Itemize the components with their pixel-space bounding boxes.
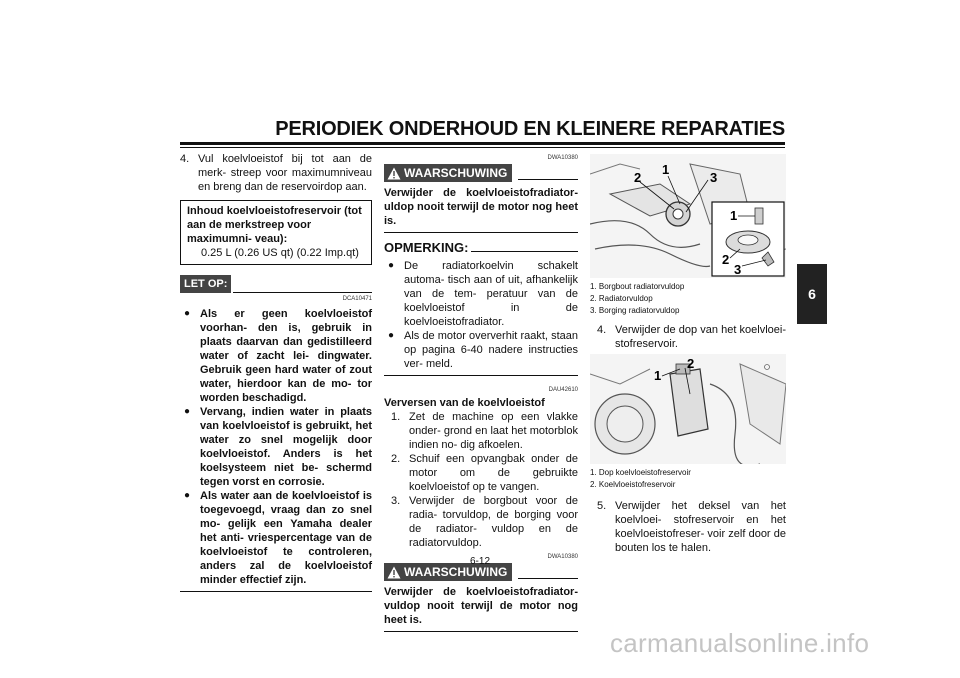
caution-end-rule (180, 591, 372, 592)
step-text: Zet de machine op een vlakke onder- grond en laat het motorblok indien no- dig afkoelen. (409, 411, 578, 451)
figure2-captions (590, 467, 786, 491)
step-5-remove-reservoir (590, 499, 786, 555)
callout-label: 2 (722, 252, 730, 267)
warning-end-rule (384, 232, 578, 233)
step-4-remove-cap (590, 323, 786, 351)
callout-label: 2 (687, 356, 695, 371)
step-number: 5. (597, 500, 607, 512)
step-number: 3. (391, 495, 401, 507)
figure-caption: 1. Borgbout radiatorvuldop (590, 282, 685, 291)
warning-label-text: WAARSCHUWING (404, 166, 508, 180)
callout-label: 3 (734, 262, 742, 277)
warning-triangle-icon (387, 566, 401, 579)
callout-label: 1 (662, 162, 670, 177)
step-1 (391, 410, 578, 452)
note-rule (471, 251, 579, 252)
step-number: 1. (391, 411, 401, 423)
callout-label: 3 (710, 170, 718, 185)
section-title: Verversen van de koelvloeistof (384, 397, 545, 409)
bullet-icon: ● (388, 330, 395, 341)
step-2 (391, 452, 578, 494)
figure-caption: 1. Dop koelvloeistofreservoir (590, 468, 691, 477)
note-label: OPMERKING: (384, 240, 469, 255)
step-number: 4. (597, 324, 607, 336)
header-rule-thin (180, 147, 785, 148)
list-item (388, 329, 578, 371)
chapter-tab[interactable] (797, 264, 827, 324)
chapter-tab-label: 6 (808, 286, 816, 302)
note-bullets (384, 259, 578, 371)
list-item (184, 307, 372, 405)
caution-bullets (180, 307, 372, 587)
warning-text: Verwijder de koelvloeistofradiator- vuldop nooit terwijl de motor nog heet is. (384, 586, 578, 626)
step-number: 4. (180, 153, 190, 165)
bullet-text: De radiatorkoelvin schakelt automa- tisch aan of uit, afhankelijk van de tem- peratuur van de koelvloeistof in de koelvloeistofradiator. (404, 260, 578, 328)
step-text: Schuif een opvangbak onder de motor om de gebruikte koelvloeistof op te vangen. (409, 453, 578, 493)
figure1-captions (590, 281, 786, 317)
figure-caption: 2. Radiatorvuldop (590, 294, 653, 303)
bullet-icon: ● (184, 308, 191, 319)
caution-rule (233, 292, 372, 293)
left-column (180, 152, 372, 592)
right-column (590, 152, 786, 555)
watermark: carmanualsonline.info (610, 628, 870, 658)
figure-caption: 3. Borging radiatorvuldop (590, 306, 680, 315)
bullet-icon: ● (184, 490, 191, 501)
step-text: Vul koelvloeistof bij tot aan de merk- streep voor maximumniveau en breng dan de reservoirdop aan. (198, 153, 372, 193)
warning-text: Verwijder de koelvloeistofradiator- uldop nooit terwijl de motor nog heet is. (384, 187, 578, 227)
warning-code: DWA10380 (547, 554, 578, 560)
reservoir-illustration (590, 354, 786, 464)
callout-label: 2 (634, 170, 642, 185)
caution-header (180, 275, 372, 293)
warning-header (384, 164, 578, 182)
figure-caption: 2. Koelvloeistofreservoir (590, 480, 676, 489)
list-item (388, 259, 578, 329)
warning-end-rule (384, 631, 578, 632)
bullet-icon: ● (184, 406, 191, 417)
reservoir-figure (590, 354, 786, 464)
step-number: 2. (391, 453, 401, 465)
page-number: 6-12 (469, 556, 490, 567)
list-item (184, 405, 372, 489)
bullet-text: Als er geen koelvloeistof voorhan- den is, gebruik in plaats daarvan dan gedistilleerd water of zacht lei- dingwater. Gebruik geen hard water of zout water, hierdoor kan de mo- tor worden beschadigd. (200, 308, 372, 404)
section-code: DAU42610 (548, 387, 578, 393)
spec-title: Inhoud koelvloeistofreservoir (tot aan de merkstreep voor maximumni- veau): (187, 205, 362, 245)
radiator-cap-figure (590, 154, 786, 278)
spec-value: 0.25 L (0.26 US qt) (0.22 Imp.qt) (201, 247, 359, 259)
bullet-text: Vervang, indien water in plaats van koelvloeistof is gebruikt, het water zo snel mogelijk door koelvloeistof. Anders is het koelsysteem niet be- schermd tegen vorst en corrosie. (200, 406, 372, 488)
step-3 (391, 494, 578, 550)
warning-triangle-icon (387, 167, 401, 180)
list-item (184, 489, 372, 587)
callout-label: 1 (654, 368, 662, 383)
section-steps (384, 410, 578, 550)
warning-rule (518, 179, 578, 180)
warning-rule (518, 578, 578, 579)
spec-box (180, 200, 372, 265)
note-end-rule (384, 375, 578, 376)
page-title: PERIODIEK ONDERHOUD EN KLEINERE REPARATIES (275, 118, 785, 140)
warning-label-text: WAARSCHUWING (404, 565, 508, 579)
radiator-cap-illustration (590, 154, 786, 278)
bullet-icon: ● (388, 260, 395, 271)
caution-code: DCA10471 (342, 296, 372, 302)
warning-label (384, 164, 512, 182)
bullet-text: Als water aan de koelvloeistof is toegevoegd, vraag dan zo snel mo- gelijk een Yamaha dealer het anti- vriespercentage van de koelvloeistof te controleren, anders zal de koelvloeistof minder effectief zijn. (200, 490, 372, 586)
note-header (384, 241, 578, 255)
step-text: Verwijder de borgbout voor de radia- torvuldop, de borging voor de radiator- vuldop en de radiatorvuldop. (409, 495, 578, 549)
warning-code: DWA10380 (547, 155, 578, 161)
step-text: Verwijder het deksel van het koelvloei- stofreservoir en het koelvloeistofreser- voir zelf door de bouten los te halen. (615, 500, 786, 554)
bullet-text: Als de motor oververhit raakt, staan op pagina 6-40 nadere instructies ver- meld. (404, 330, 578, 370)
callout-label: 1 (730, 208, 738, 223)
header-rule (180, 142, 785, 145)
caution-label: LET OP: (180, 275, 231, 293)
step-text: Verwijder de dop van het koelvloei- stofreservoir. (615, 324, 786, 350)
step-4-fill (180, 152, 372, 194)
